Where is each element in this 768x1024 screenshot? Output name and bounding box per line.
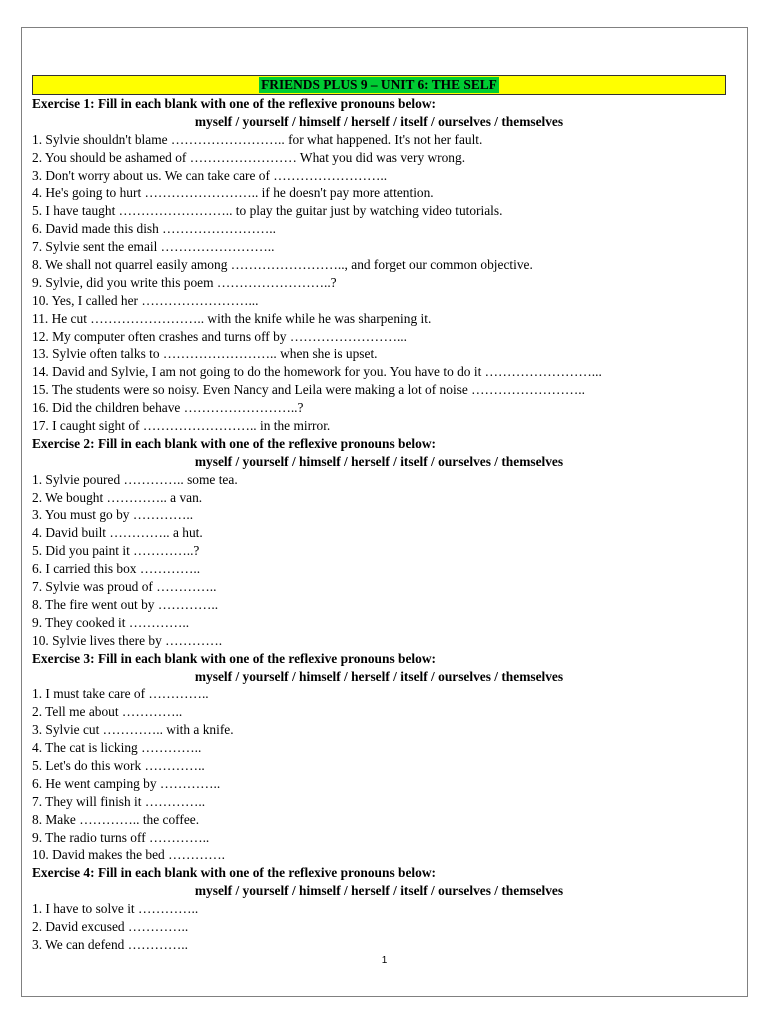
- exercise-item: 9. They cooked it …………..: [32, 614, 190, 630]
- title-bar: [32, 75, 726, 95]
- exercise-item: 8. We shall not quarrel easily among …………………….., and forget our common objective.: [32, 257, 533, 273]
- exercise-item: 8. Make ………….. the coffee.: [32, 811, 200, 827]
- pronoun-list: myself / yourself / himself / herself / itself / ourselves / themselves: [194, 453, 564, 469]
- exercise-item: 5. Let's do this work …………..: [32, 757, 205, 773]
- exercise-item: 7. Sylvie sent the email ……………………..: [32, 239, 275, 255]
- exercise-item: 10. David makes the bed ………….: [32, 847, 226, 863]
- exercise-item: 5. I have taught …………………….. to play the guitar just by watching video tutorials.: [32, 203, 503, 219]
- exercise-item: 6. I carried this box …………..: [32, 561, 201, 577]
- exercise-item: 9. Sylvie, did you write this poem ……………………..?: [32, 274, 337, 290]
- exercise-item: 17. I caught sight of …………………….. in the mirror.: [32, 418, 331, 434]
- exercise-item: 12. My computer often crashes and turns off by ……………………...: [32, 328, 408, 344]
- exercise-item: 6. David made this dish ……………………..: [32, 221, 276, 237]
- exercise-item: 3. You must go by …………..: [32, 507, 194, 523]
- exercise-item: 4. The cat is licking …………..: [32, 740, 202, 756]
- exercise-item: 5. Did you paint it …………..?: [32, 543, 200, 559]
- worksheet-content: [32, 75, 726, 954]
- exercise-item: 1. I must take care of …………..: [32, 686, 209, 702]
- exercise-heading: Exercise 3: Fill in each blank with one of the reflexive pronouns below:: [32, 650, 436, 666]
- exercise-heading: Exercise 4: Fill in each blank with one of the reflexive pronouns below:: [32, 865, 436, 881]
- exercise-item: 11. He cut …………………….. with the knife while he was sharpening it.: [32, 310, 432, 326]
- exercise-section: [32, 650, 726, 865]
- exercise-item: 16. Did the children behave ……………………..?: [32, 400, 304, 416]
- document-page: [21, 27, 748, 997]
- exercise-item: 3. Don't worry about us. We can take care of ……………………..: [32, 167, 388, 183]
- exercise-heading: Exercise 2: Fill in each blank with one of the reflexive pronouns below:: [32, 435, 436, 451]
- exercise-item: 10. Sylvie lives there by ………….: [32, 632, 223, 648]
- exercise-item: 10. Yes, I called her ……………………...: [32, 292, 259, 308]
- exercise-item: 4. He's going to hurt …………………….. if he doesn't pay more attention.: [32, 185, 434, 201]
- exercise-item: 7. Sylvie was proud of …………..: [32, 579, 217, 595]
- page-number: 1: [381, 955, 388, 966]
- exercise-item: 14. David and Sylvie, I am not going to do the homework for you. You have to do it ……………………...: [32, 364, 602, 380]
- exercise-item: 15. The students were so noisy. Even Nancy and Leila were making a lot of noise ……………………..: [32, 382, 585, 398]
- exercise-item: 4. David built ………….. a hut.: [32, 525, 203, 541]
- exercise-item: 2. Tell me about …………..: [32, 704, 183, 720]
- exercise-item: 1. I have to solve it …………..: [32, 901, 199, 917]
- exercise-section: [32, 864, 726, 953]
- exercise-item: 2. We bought ………….. a van.: [32, 489, 203, 505]
- exercise-item: 7. They will finish it …………..: [32, 793, 206, 809]
- exercise-section: [32, 435, 726, 650]
- worksheet-title: FRIENDS PLUS 9 – UNIT 6: THE SELF: [261, 77, 497, 92]
- pronoun-list: myself / yourself / himself / herself / itself / ourselves / themselves: [194, 883, 564, 899]
- exercise-section: [32, 95, 726, 435]
- exercise-item: 2. You should be ashamed of …………………… What you did was very wrong.: [32, 149, 466, 165]
- exercise-item: 2. David excused …………..: [32, 918, 189, 934]
- exercise-item: 13. Sylvie often talks to …………………….. when she is upset.: [32, 346, 378, 362]
- exercise-heading: Exercise 1: Fill in each blank with one of the reflexive pronouns below:: [32, 96, 436, 111]
- exercise-list: [32, 95, 726, 954]
- exercise-item: 9. The radio turns off …………..: [32, 829, 210, 845]
- exercise-item: 1. Sylvie poured ………….. some tea.: [32, 471, 238, 487]
- exercise-item: 3. Sylvie cut ………….. with a knife.: [32, 722, 234, 738]
- pronoun-list: myself / yourself / himself / herself / itself / ourselves / themselves: [194, 113, 564, 129]
- pronoun-list: myself / yourself / himself / herself / itself / ourselves / themselves: [194, 668, 564, 684]
- exercise-item: 8. The fire went out by …………..: [32, 596, 219, 612]
- exercise-item: 6. He went camping by …………..: [32, 775, 221, 791]
- exercise-item: 1. Sylvie shouldn't blame …………………….. for what happened. It's not her fault.: [32, 131, 483, 147]
- exercise-item: 3. We can defend …………..: [32, 936, 188, 952]
